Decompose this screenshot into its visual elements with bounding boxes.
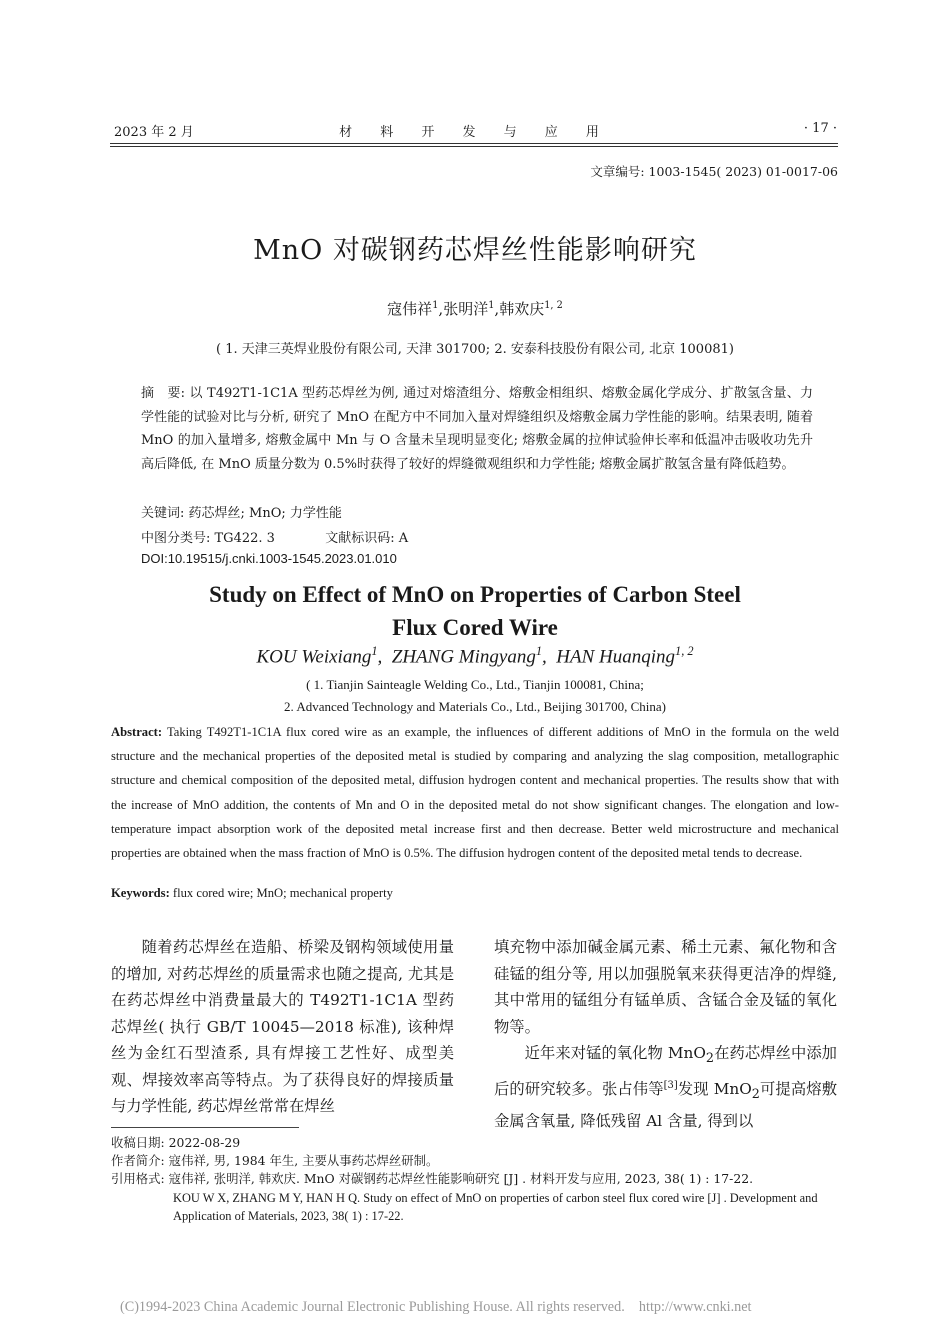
- abstract-en: [111, 720, 839, 865]
- body-paragraph: [494, 1040, 837, 1135]
- footnote-rule: [111, 1127, 299, 1128]
- header-journal-name: 材 料 开 发 与 应 用: [339, 125, 611, 140]
- author-list-en: KOU Weixiang$^1$, ZHANG Mingyang$^1$, HAN Huanqing$^{1, 2}$: [256, 644, 694, 668]
- keywords-label-en: Keywords:: [111, 886, 170, 900]
- abstract-cn: [141, 382, 813, 476]
- author-name-en: HAN Huanqing: [556, 646, 676, 668]
- abstract-text-en: Taking T492T1-1C1A flux cored wire as an example, the influences of different additions of MnO in the formula on the weld structure and the mechanical properties of the deposited metal is studied by comparing and analyzing the slag composition, metallographic structure and chemical composition of the deposited metal, diffusion hydrogen content and mechanical properties. The results show that with the increase of MnO addition, the contents of Mn and O in the deposited metal do not show significant changes. The elongation and low-temperature impact absorption work of the deposited metal increase first and then decrease. Better weld microstructure and mechanical properties are obtained when the mass fraction of MnO is 0.5%. The diffusion hydrogen content of the deposited metal tends to decrease.: [111, 725, 839, 861]
- abstract-label-en: Abstract:: [111, 725, 163, 739]
- clc-number: 中图分类号: TG422. 3: [141, 531, 275, 546]
- author-affil-mark: 1: [535, 644, 543, 658]
- article-number: 文章编号: 1003-1545( 2023) 01-0017-06: [590, 164, 838, 179]
- body-paragraph: 随着药芯焊丝在造船、桥梁及钢构领域使用量的增加, 对药芯焊丝的质量需求也随之提高, 尤其是在药芯焊丝中消费量最大的 T492T1-1C1A 型药芯焊丝( 执行 GB/T 10045—2018 标准), 该种焊丝为金红石型渣系, 具有焊接工艺性好、成型美观、焊接效率高等特点。为了获得良好的焊接质量与力学性能, 药芯焊丝常常在焊丝: [111, 938, 454, 1115]
- body-column-left: [111, 934, 454, 1120]
- author-separator: ,: [494, 300, 500, 318]
- paper-title-en: [0, 578, 950, 644]
- citation-ref[interactable]: [3]: [663, 1079, 678, 1091]
- author-affil-mark: 1: [371, 644, 378, 658]
- doi: DOI:10.19515/j.cnki.1003-1545.2023.01.010: [141, 551, 397, 566]
- title-en-line2: Flux Cored Wire: [392, 615, 558, 640]
- received-date: 收稿日期: 2022-08-29: [111, 1135, 241, 1150]
- title-en-line1: Study on Effect of MnO on Properties of Carbon Steel: [209, 582, 741, 607]
- author-name: 张明洋: [443, 300, 489, 318]
- affiliation-en-line1: ( 1. Tianjin Sainteagle Welding Co., Ltd., Tianjin 100081, China;: [306, 677, 644, 692]
- header-page-number: · 17 ·: [803, 121, 837, 136]
- header-rule: [110, 143, 838, 144]
- document-code: 文献标识码: A: [325, 531, 409, 546]
- subscript: 2: [751, 1086, 760, 1102]
- paper-title-cn: MnO 对碳钢药芯焊丝性能影响研究: [253, 235, 697, 266]
- affiliation-en-line2: 2. Advanced Technology and Materials Co., Ltd., Beijing 301700, China): [284, 699, 666, 714]
- author-name: 寇伟祥: [387, 300, 433, 318]
- keywords-text-en: flux cored wire; MnO; mechanical property: [172, 886, 393, 900]
- subscript: 2: [705, 1051, 715, 1067]
- citation-en: KOU W X, ZHANG M Y, HAN H Q. Study on effect of MnO on properties of carbon steel flux cored wire [J] . Development and Application of Materials, 2023, 38( 1) : 17-22.: [173, 1190, 818, 1223]
- author-affil-mark: 1, 2: [544, 300, 563, 311]
- author-affil-mark: 1, 2: [675, 644, 694, 658]
- header-rule-thin: [110, 146, 838, 147]
- footnotes: [111, 1134, 839, 1225]
- body-text: 发现 MnO: [677, 1079, 752, 1098]
- body-text: 在药芯焊丝中添加后的研究较多。张占伟等: [494, 1044, 837, 1098]
- header-date: 2023 年 2 月: [114, 125, 194, 140]
- keywords-en: [111, 886, 393, 901]
- body-column-right: [494, 934, 837, 1135]
- body-text: 可提高熔敷金属含氧量, 降低残留 Al 含量, 得到以: [494, 1079, 837, 1131]
- keywords-cn: 关键词: 药芯焊丝; MnO; 力学性能: [141, 506, 342, 521]
- classification-line: [141, 527, 408, 546]
- body-text: 近年来对锰的氧化物 MnO: [524, 1044, 706, 1062]
- author-affil-mark: 1: [488, 300, 495, 311]
- citation-cn: 引用格式: 寇伟祥, 张明洋, 韩欢庆. MnO 对碳钢药芯焊丝性能影响研究 [J] . 材料开发与应用, 2023, 38( 1) : 17-22.: [111, 1171, 754, 1187]
- author-separator: ,: [438, 300, 444, 318]
- copyright-watermark: (C)1994-2023 China Academic Journal Electronic Publishing House. All rights reserved. http://www.cnki.net: [120, 1299, 752, 1315]
- author-bio: 作者简介: 寇伟祥, 男, 1984 年生, 主要从事药芯焊丝研制。: [111, 1153, 439, 1169]
- body-paragraph: 填充物中添加碱金属元素、稀土元素、氟化物和含硅锰的组分等, 用以加强脱氧来获得更洁净的焊缝, 其中常用的锰组分有锰单质、含锰合金及锰的氧化物等。: [494, 938, 837, 1036]
- abstract-text-cn: 以 T492T1-1C1A 型药芯焊丝为例, 通过对熔渣组分、熔敷金相组织、熔敷金属化学成分、扩散氢含量、力学性能的试验对比与分析, 研究了 MnO 在配方中不同加入量对焊缝组织及熔敷金属力学性能的影响。结果表明, 随着 MnO 的加入量增多, 熔敷金属中 Mn 与 O 含量未呈现明显变化; 熔敷金属的拉伸试验伸长率和低温冲击吸收功先升高后降低, 在 MnO 质量分数为 0.5%时获得了较好的焊缝微观组织和力学性能; 熔敷金属扩散氢含量有降低趋势。: [141, 386, 813, 472]
- author-name-en: ZHANG Mingyang: [391, 646, 536, 668]
- author-name-en: KOU Weixiang: [256, 646, 372, 668]
- author-name: 韩欢庆: [499, 300, 545, 318]
- abstract-label-cn: 摘 要:: [141, 386, 186, 401]
- affiliation-cn: ( 1. 天津三英焊业股份有限公司, 天津 301700; 2. 安泰科技股份有限公司, 北京 100081): [216, 342, 734, 357]
- author-list-cn: [0, 298, 950, 319]
- author-affil-mark: 1: [432, 300, 439, 311]
